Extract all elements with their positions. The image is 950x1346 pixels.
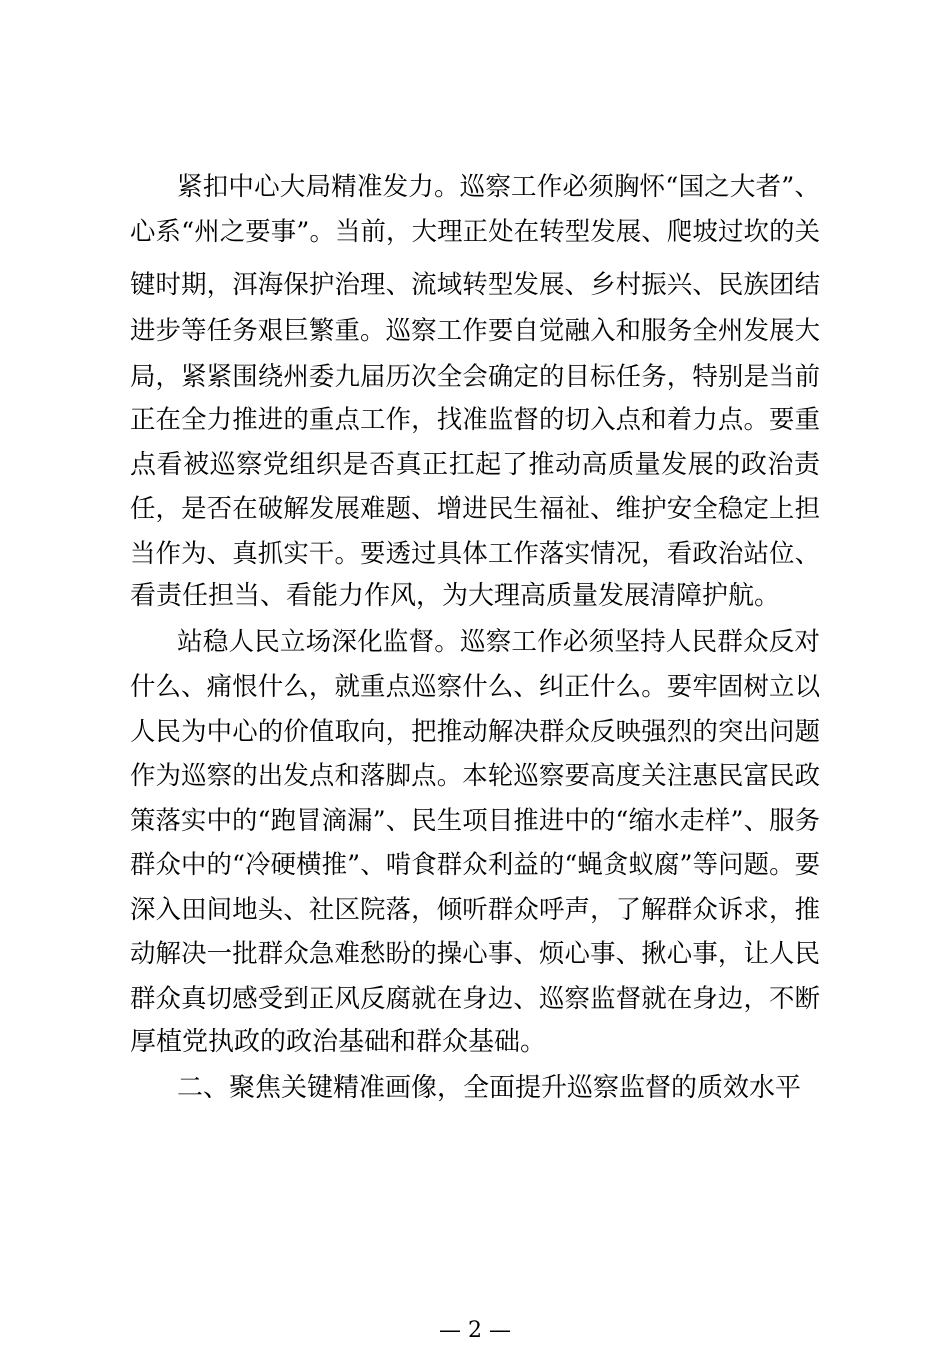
text-line: 动解决一批群众急难愁盼的操心事、烦心事、揪心事，让人民: [130, 938, 820, 968]
paragraph-2-line-2: [0, 664, 950, 708]
paragraph-2-line-3: [0, 709, 950, 753]
text-line: 心系“州之要事”。当前，大理正处在转型发展、爬坡过坎的关: [130, 216, 820, 246]
paragraph-2-line-1: [0, 620, 950, 664]
paragraph-2-line-10: [0, 1020, 950, 1064]
paragraph-1-line-7: [0, 443, 950, 487]
paragraph-2-line-4: [0, 753, 950, 797]
paragraph-1-line-5: [0, 354, 950, 398]
paragraph-2-line-7: [0, 887, 950, 931]
paragraph-1-line-8: [0, 486, 950, 530]
text-line: 正在全力推进的重点工作，找准监督的切入点和着力点。要重: [130, 404, 820, 434]
text-line: 紧扣中心大局精准发力。巡察工作必须胸怀“国之大者”、: [177, 172, 820, 202]
text-line: 群众真切感受到正风反腐就在身边、巡察监督就在身边，不断: [130, 983, 820, 1013]
section-heading-text: 二、聚焦关键精准画像，全面提升巡察监督的质效水平: [177, 1073, 802, 1103]
text-line: 进步等任务艰巨繁重。巡察工作要自觉融入和服务全州发展大: [130, 315, 820, 345]
text-line: 键时期，洱海保护治理、流域转型发展、乡村振兴、民族团结: [130, 269, 820, 299]
text-line: 作为巡察的出发点和落脚点。本轮巡察要高度关注惠民富民政: [130, 760, 820, 790]
text-line: 什么、痛恨什么，就重点巡察什么、纠正什么。要牢固树立以: [130, 671, 820, 701]
text-line: 任，是否在破解发展难题、增进民生福祉、维护安全稳定上担: [130, 493, 820, 523]
paragraph-1-line-10: [0, 574, 950, 618]
paragraph-1-line-6: [0, 397, 950, 441]
paragraph-1-line-1: [0, 165, 950, 209]
text-line: 深入田间地头、社区院落，倾听群众呼声，了解群众诉求，推: [130, 894, 820, 924]
text-line: 点看被巡察党组织是否真正扛起了推动高质量发展的政治责: [130, 450, 820, 480]
text-line: 群众中的“冷硬横推”、啃食群众利益的“蝇贪蚁腐”等问题。要: [130, 849, 820, 879]
text-line: 站稳人民立场深化监督。巡察工作必须坚持人民群众反对: [177, 627, 820, 657]
text-line: 当作为、真抓实干。要透过具体工作落实情况，看政治站位、: [130, 538, 820, 568]
section-heading: [0, 1066, 950, 1110]
text-line: 厚植党执政的政治基础和群众基础。: [130, 1027, 547, 1057]
paragraph-2-line-5: [0, 798, 950, 842]
paragraph-2-line-8: [0, 931, 950, 975]
text-line: 人民为中心的价值取向，把推动解决群众反映强烈的突出问题: [130, 716, 820, 746]
paragraph-1-line-3: [0, 262, 950, 306]
paragraph-1-line-2: [0, 209, 950, 253]
paragraph-1-line-4: [0, 308, 950, 352]
page-number: — 2 —: [439, 1318, 511, 1343]
text-line: 局，紧紧围绕州委九届历次全会确定的目标任务，特别是当前: [130, 361, 820, 391]
paragraph-2-line-9: [0, 976, 950, 1020]
paragraph-1-line-9: [0, 531, 950, 575]
text-line: 看责任担当、看能力作风，为大理高质量发展清障护航。: [130, 581, 781, 611]
text-line: 策落实中的“跑冒滴漏”、民生项目推进中的“缩水走样”、服务: [130, 805, 820, 835]
paragraph-2-line-6: [0, 842, 950, 886]
